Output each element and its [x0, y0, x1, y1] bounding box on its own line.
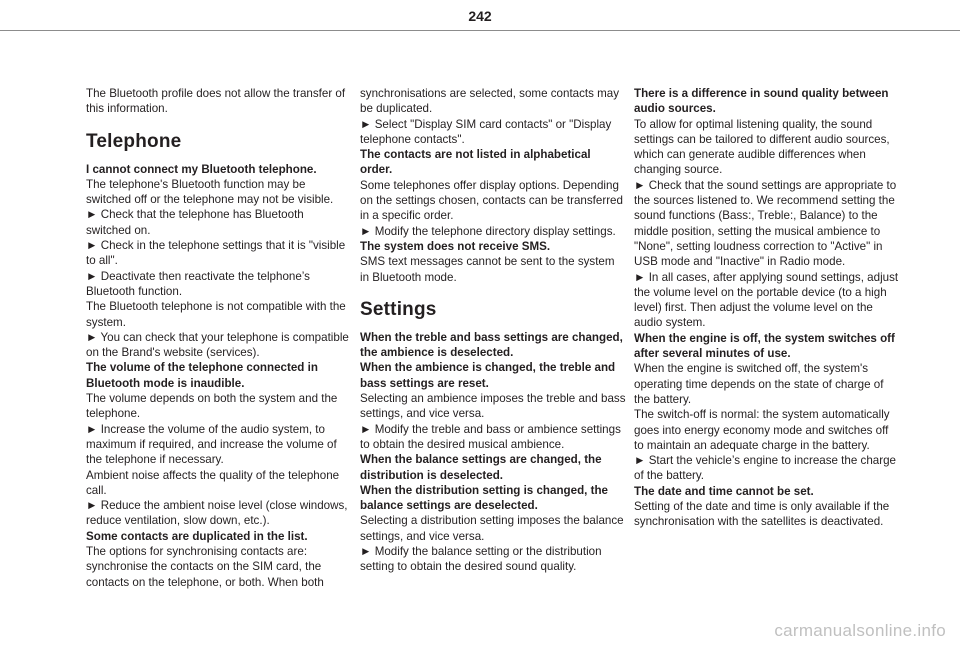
body-paragraph: ► Modify the balance setting or the distribution setting to obtain the desired sound quality.	[360, 545, 602, 574]
header-rule	[0, 30, 960, 31]
body-paragraph: The options for synchronising contacts are: synchronise the contacts on the SIM card, the contacts on the telephone, or both. When both	[86, 545, 324, 589]
body-paragraph: The switch-off is normal: the system automatically goes into energy economy mode and switches off to maintain an adequate charge in the battery.	[634, 408, 890, 452]
issue-heading: I cannot connect my Bluetooth telephone.	[86, 162, 317, 176]
page-number: 242	[468, 8, 492, 24]
body-paragraph: ► Deactivate then reactivate the telphone’s Bluetooth function.	[86, 269, 310, 298]
section-heading: Settings	[360, 298, 437, 320]
body-paragraph: The Bluetooth profile does not allow the transfer of this information.	[86, 87, 346, 116]
body-paragraph: Selecting an ambience imposes the treble and bass settings, and vice versa.	[360, 392, 626, 421]
issue-heading: The volume of the telephone connected in Bluetooth mode is inaudible.	[86, 361, 318, 390]
text-column-middle	[360, 86, 626, 575]
text-column-right	[634, 86, 900, 530]
body-paragraph: Ambient noise affects the quality of the telephone call.	[86, 468, 340, 497]
body-paragraph: ► Start the vehicle’s engine to increase the charge of the battery.	[634, 454, 896, 483]
body-paragraph: ► Reduce the ambient noise level (close windows, reduce ventilation, slow down, etc.).	[86, 499, 348, 528]
text-column-left	[86, 86, 352, 590]
issue-heading: When the ambience is changed, the treble and bass settings are reset.	[360, 361, 616, 390]
issue-heading: When the balance settings are changed, the distribution is deselected.	[360, 453, 602, 482]
body-paragraph: synchronisations are selected, some contacts may be duplicated.	[360, 87, 620, 116]
body-paragraph: ► Check that the telephone has Bluetooth switched on.	[86, 208, 304, 237]
body-paragraph: Selecting a distribution setting imposes the balance settings, and vice versa.	[360, 514, 624, 543]
issue-heading: When the distribution setting is changed, the balance settings are deselected.	[360, 483, 608, 513]
section-heading: Telephone	[86, 130, 182, 152]
issue-heading: The system does not receive SMS.	[360, 239, 551, 253]
issue-heading: When the treble and bass settings are changed, the ambience is deselected.	[360, 330, 623, 360]
issue-heading: When the engine is off, the system switches off after several minutes of use.	[634, 331, 895, 361]
body-paragraph: ► Modify the telephone directory display settings.	[360, 224, 616, 238]
body-paragraph: ► You can check that your telephone is compatible on the Brand's website (services).	[86, 330, 349, 360]
body-paragraph: ► Check in the telephone settings that it is "visible to all".	[86, 239, 346, 268]
body-paragraph: ► Check that the sound settings are appropriate to the sources listened to. We recommend setting the sound functions (Bass:, Treble:, Balance) to the middle position, setting the musical ambience to "None", setting loudness correction to "Active" in USB mode and "Inactive" in Radio mode.	[634, 178, 897, 269]
body-paragraph: The volume depends on both the system and the telephone.	[86, 392, 338, 421]
body-paragraph: ► Increase the volume of the audio system, to maximum if required, and increase the volume of the telephone if necessary.	[86, 422, 337, 467]
body-paragraph: When the engine is switched off, the system's operating time depends on the state of charge of the battery.	[634, 362, 884, 406]
issue-heading: The date and time cannot be set.	[634, 484, 814, 498]
body-paragraph: ► Modify the treble and bass or ambience settings to obtain the desired musical ambience.	[360, 422, 621, 451]
body-paragraph: The Bluetooth telephone is not compatible with the system.	[86, 300, 346, 329]
body-paragraph: ► In all cases, after applying sound settings, adjust the volume level on the portable device (to a high level) first. Then adjust the volume level on the audio system.	[634, 270, 899, 330]
body-paragraph: SMS text messages cannot be sent to the system in Bluetooth mode.	[360, 255, 615, 284]
issue-heading: Some contacts are duplicated in the list.	[86, 529, 308, 543]
body-paragraph: The telephone's Bluetooth function may be switched off or the telephone may not be visible.	[86, 177, 334, 207]
watermark: carmanualsonline.info	[774, 621, 946, 640]
body-paragraph: ► Select "Display SIM card contacts" or "Display telephone contacts".	[360, 117, 612, 146]
issue-heading: There is a difference in sound quality between audio sources.	[634, 87, 889, 116]
body-paragraph: To allow for optimal listening quality, the sound settings can be tailored to different audio sources, which can generate audible differences when changing source.	[634, 117, 890, 177]
issue-heading: The contacts are not listed in alphabetical order.	[360, 148, 591, 177]
body-paragraph: Some telephones offer display options. Depending on the settings chosen, contacts can be transferred in a specific order.	[360, 178, 623, 223]
body-paragraph: Setting of the date and time is only available if the synchronisation with the satellites is deactivated.	[634, 500, 890, 529]
